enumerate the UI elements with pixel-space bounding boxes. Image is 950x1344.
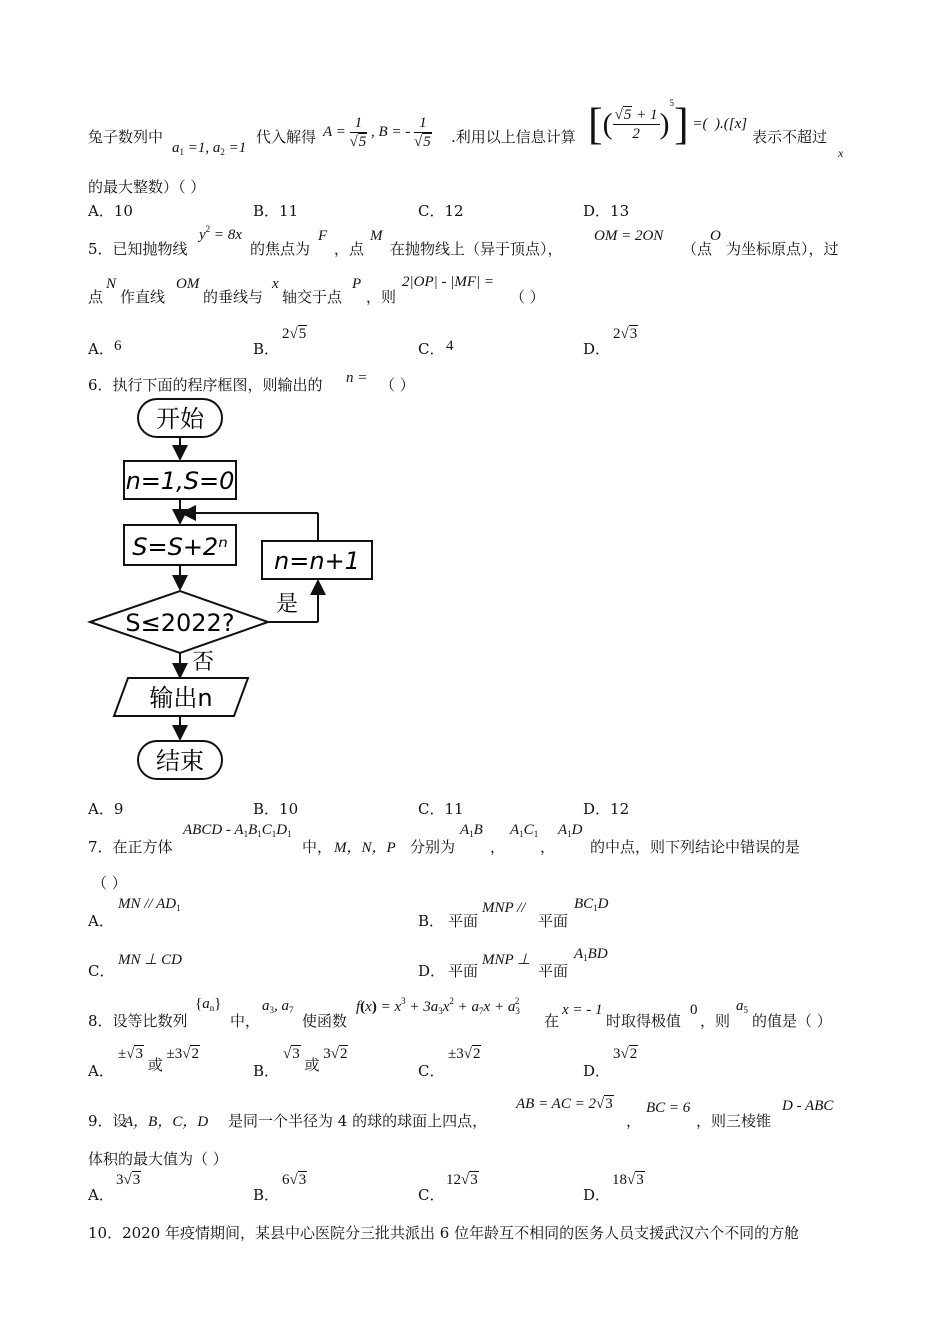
flow-yes-label: 是 [276, 592, 299, 617]
q6-option-a: A．9 [88, 800, 124, 818]
q9-line1-text4: ，则三棱锥 [696, 1112, 772, 1130]
flow-update-text: S=S+2ⁿ [132, 533, 228, 561]
q9-option-d-prefix: D． [583, 1186, 611, 1204]
q7-option-b-math2: $BC_1D$ [574, 896, 609, 913]
q8-line1-math2: $a_3$, $a_7$ [262, 998, 294, 1015]
q4-line1-text4: 表示不超过 [752, 128, 828, 146]
q5-line2-text1: 点 [88, 288, 104, 306]
q9-option-b-prefix: B． [253, 1186, 280, 1204]
q5-line1-math4: OM = 2ON [594, 228, 664, 244]
q8-line1-text3: 使函数 [302, 1012, 348, 1030]
q8-line1-math5: 0 [690, 1002, 698, 1018]
q4-line1-math2: A = $\frac{1}{√5}$ , B = - $\frac{1}{√5}$ [323, 115, 431, 150]
q8-option-c-prefix: C． [418, 1062, 445, 1080]
q7-line1-sep1: ， [490, 838, 506, 856]
q7-option-b-prefix: B． [418, 912, 445, 930]
q5-option-c-value: 4 [446, 338, 454, 354]
q5-line2-math2: OM [176, 276, 200, 292]
flow-increment-text: n=n+1 [274, 547, 360, 575]
q7-line1-text1: 7．在正方体 [88, 838, 173, 856]
q4-line1-math1: $a_1 =1$, $a_2 =1$ [172, 140, 247, 157]
q5-line2-text2: 作直线 [120, 288, 166, 306]
q7-line1-sep2: ， [540, 838, 556, 856]
q4-line1-text1: 兔子数列中 [88, 128, 164, 146]
q4-line1-text3: .利用以上信息计算 [451, 128, 576, 146]
q8-option-c-value: ±3√2 [448, 1046, 481, 1062]
q8-option-a-prefix: A． [88, 1062, 114, 1080]
q7-option-b-text1: 平面 [448, 912, 479, 930]
q5-line1-math3: M [370, 228, 383, 244]
q9-option-a-value: 3√3 [116, 1172, 141, 1188]
q9-line1-math1: AB = AC = 2√3 [516, 1096, 613, 1112]
q6-line1-text: 6．执行下面的程序框图，则输出的 [88, 376, 323, 394]
q8-line1-math3: $f(x) = x^3 + 3a_3x^2 + a_7x + a_3^2$ [356, 996, 520, 1016]
q8-line1-math1: $\{a_n\}$ [195, 996, 222, 1013]
q9-option-c-prefix: C． [418, 1186, 445, 1204]
q5-option-c-prefix: C． [418, 340, 445, 358]
q5-option-a-prefix: A． [88, 340, 114, 358]
q6-line1-tail: （ ） [380, 376, 415, 394]
q9-line2: 体积的最大值为（ ） [88, 1150, 228, 1168]
q7-option-a-math: MN // $AD_1$ [118, 896, 181, 913]
q5-line2-text3: 的垂线与 [203, 288, 264, 306]
q9-option-d-value: 18√3 [612, 1172, 644, 1188]
q5-option-d-prefix: D． [583, 340, 611, 358]
q5-option-d-value: 2√3 [613, 326, 638, 342]
q5-line2-math4: P [352, 276, 362, 292]
q7-line1-text3: M，N，P [334, 840, 396, 856]
q8-line1-math4: x = - 1 [562, 1002, 603, 1018]
q6-option-b: B．10 [253, 800, 299, 818]
q7-option-a-prefix: A． [88, 912, 114, 930]
q9-line1-math3: D - ABC [782, 1098, 834, 1114]
q6-option-c: C．11 [418, 800, 464, 818]
flow-output-text: 输出n [149, 684, 213, 712]
q4-line1-math4: x [838, 146, 844, 160]
q5-line2-text5: ，则 [366, 288, 397, 306]
q7-option-d-text1: 平面 [448, 962, 479, 980]
q4-option-d: D．13 [583, 202, 630, 220]
flow-end-text: 结束 [156, 747, 204, 775]
q7-line2: （ ） [92, 874, 127, 892]
flow-init-text: n=1,S=0 [125, 467, 235, 495]
q9-line1-text1: 9．设 [88, 1112, 128, 1130]
flow-no-label: 否 [192, 650, 215, 675]
q5-line2-math5: 2|OP| - |MF| = [402, 274, 495, 290]
q4-option-c: C．12 [418, 202, 464, 220]
q7-option-d-text2: 平面 [538, 962, 569, 980]
q6-option-d: D．12 [583, 800, 630, 818]
q5-line1-text6: 为坐标原点），过 [726, 240, 839, 258]
q4-line1-math3: [( $\frac{√5 + 1}{2}$ )$^5$] =( ).([x] [588, 98, 748, 149]
flow-condition-text: S≤2022? [125, 609, 235, 637]
flowchart [84, 395, 384, 790]
q5-line1-text2: 的焦点为 [250, 240, 311, 258]
q8-line1-text5: 时取得极值 [606, 1012, 682, 1030]
q10-line1: 10．2020 年疫情期间，某县中心医院分三批共派出 6 位年龄互不相同的医务人员支援武汉六个不同的方舱 [88, 1224, 800, 1242]
q8-option-b-value: √3 或 3√2 [283, 1046, 348, 1074]
q4-line1-text2: 代入解得 [256, 128, 317, 146]
q9-line1-math2: BC = 6 [646, 1100, 691, 1116]
q7-line1-math3: $A_1C_1$ [510, 822, 539, 839]
q7-option-d-math2: $A_1BD$ [574, 946, 608, 963]
q5-option-a-value: 6 [114, 338, 122, 354]
q5-line1-math5: O [710, 228, 721, 244]
q8-line1-text6: ，则 [700, 1012, 731, 1030]
q8-option-d-prefix: D． [583, 1062, 611, 1080]
q6-line1-math: n = [346, 370, 368, 386]
q9-option-a-prefix: A． [88, 1186, 114, 1204]
q8-option-a-value: ±√3 或 ±3√2 [118, 1046, 199, 1074]
q7-line1-text5: 的中点，则下列结论中错误的是 [590, 838, 801, 856]
q8-line1-text1: 8．设等比数列 [88, 1012, 188, 1030]
q5-line2-math3: x [272, 276, 279, 292]
q8-option-d-value: 3√2 [613, 1046, 638, 1062]
q7-option-d-math1: MNP ⊥ [482, 952, 531, 968]
q8-line1-math6: $a_5$ [736, 998, 748, 1015]
q5-line1-math1: $y^2 = 8x$ [199, 224, 242, 243]
q5-line1-text4: 在抛物线上（异于顶点）， [390, 240, 563, 258]
q4-option-b: B．11 [253, 202, 299, 220]
q5-option-b-value: 2√5 [282, 326, 307, 342]
flow-start-text: 开始 [156, 405, 204, 433]
q9-option-b-value: 6√3 [282, 1172, 307, 1188]
q9-line1-sep: ， [626, 1112, 642, 1130]
q8-line1-text4: 在 [544, 1012, 560, 1030]
q7-line1-math1: ABCD - $A_1B_1C_1D_1$ [183, 822, 292, 839]
q8-line1-text2: 中， [230, 1012, 261, 1030]
q8-option-b-prefix: B． [253, 1062, 280, 1080]
q7-line1-math2: $A_1B$ [460, 822, 483, 839]
q5-line2-text6: （ ） [510, 288, 545, 306]
q4-option-a: A．10 [88, 202, 133, 220]
q9-line1-text2: A，B，C，D [124, 1114, 209, 1130]
q7-option-b-text2: 平面 [538, 912, 569, 930]
q5-line2-math1: N [106, 276, 117, 292]
q4-line2: 的最大整数）（ ） [88, 178, 206, 196]
q7-option-c-math: MN ⊥ CD [118, 952, 182, 968]
q8-line1-text7: 的值是（ ） [752, 1012, 832, 1030]
q9-line1-text3: 是同一个半径为 4 的球的球面上四点， [228, 1112, 488, 1130]
q7-line1-text4: 分别为 [410, 838, 456, 856]
q7-option-d-prefix: D． [418, 962, 446, 980]
q5-line1-text5: （点 [682, 240, 713, 258]
q7-option-b-math1: MNP // [482, 900, 526, 916]
q9-option-c-value: 12√3 [446, 1172, 478, 1188]
q5-option-b-prefix: B． [253, 340, 280, 358]
q7-option-c-prefix: C． [88, 962, 115, 980]
q7-line1-math4: $A_1D$ [558, 822, 583, 839]
q5-line1-text1: 5．已知抛物线 [88, 240, 188, 258]
q5-line2-text4: 轴交于点 [282, 288, 343, 306]
q7-line1-text2: 中， [302, 838, 333, 856]
q5-line1-math2: F [318, 228, 328, 244]
q5-line1-text3: ，点 [334, 240, 365, 258]
